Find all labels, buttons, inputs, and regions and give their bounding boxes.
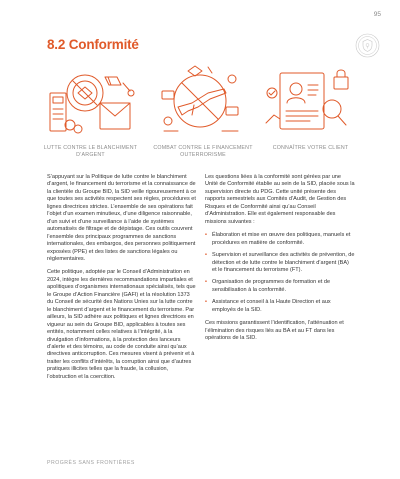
list-item: [205, 232, 355, 247]
anti-money-laundering-icon: [38, 63, 143, 143]
list-item: [205, 279, 355, 294]
section-title: [47, 37, 139, 52]
counter-terrorism-financing-icon: [148, 63, 253, 143]
list-item-text: Élaboration et mise en œuvre des politiques, manuels et procédures en matière de conformité.: [212, 232, 351, 246]
bullet-marker: •: [205, 279, 207, 286]
know-your-customer-illustration: [258, 63, 363, 143]
section-number: 8.2: [47, 37, 66, 52]
paragraph-policy-overview: S’appuyant sur la Politique de lutte contre le blanchiment d’argent, le financement du terrorisme et la connaissance de la clientèle du Groupe BID, la SID veille rigoureusement à ce que toutes ses activités respectent ses règles, procédures et lignes directrices strictes. L’ensemble de ses opérations fait l’objet d’un examen minutieux, d’une diligence raisonnable, d’un suivi et d’une surveillance à l’aide de systèmes automatisés de filtrage et de dépistage. Ces outils couvrent l’ensemble des principaux programmes de sanctions internationales, des embargos, des personnes politiquement exposées (PPE) et des listes de sanctions légales ou réglementaires.: [47, 174, 197, 262]
page-number: 95: [373, 11, 381, 18]
caption-counter-terrorism-financing: COMBAT CONTRE LE FINANCEMENT OUTERRORISME: [153, 145, 253, 158]
caption-anti-money-laundering: LUTTE CONTRE LE BLANCHIMENT D’ARGENT: [43, 145, 138, 158]
bullet-marker: •: [205, 252, 207, 259]
paragraph-compliance-unit: Les questions liées à la conformité sont gérées par une Unité de Conformité établie au sein de la SID, placée sous la supervision directe du PDG. Cette unité présente des rapports semestriels aux Comités d’Audit, de Gestion des Risques et de Conformité ainsi qu’au Conseil d’Administration. Elle est également responsable des missions suivantes :: [205, 174, 355, 225]
bullet-marker: •: [205, 232, 207, 239]
counter-terrorism-financing-illustration: [148, 63, 253, 143]
list-item-text: Assistance et conseil à la Haute Direction et aux employés de la SID.: [212, 299, 331, 313]
list-item: [205, 252, 355, 274]
left-column: [47, 174, 197, 387]
footer-text: PROGRÈS SANS FRONTIÈRES: [47, 460, 135, 466]
section-name: Conformité: [68, 37, 139, 52]
bullet-marker: •: [205, 299, 207, 306]
list-item-text: Organisation de programmes de formation et de sensibilisation à la conformité.: [212, 279, 331, 293]
caption-know-your-customer: CONNAÎTRE VOTRE CLIENT: [272, 145, 349, 151]
mission-list: [205, 232, 355, 314]
know-your-customer-icon: [258, 63, 363, 143]
paragraph-closing: Ces missions garantissent l’identification, l’atténuation et l’élimination des risques liés au BA et au FT dans les opérations de la SID.: [205, 320, 344, 342]
paragraph-policy-adoption: Cette politique, adoptée par le Conseil d’Administration en 2024, intègre les dernières recommandations impartiales et apolitiques d’organismes internationaux spécialisés, tels que le Groupe d’Action Financière (GAFI) et la résolution 1373 du Conseil de sécurité des Nations Unies sur la lutte contre le blanchiment d’argent et le financement du terrorisme. Par ailleurs, la SID adhère aux politiques et lignes directrices en vigueur au sein du Groupe BID, applicables à toutes ses entités, notamment celles relatives à l’intégrité, à la divulgation d’informations, à la protection des lanceurs d’alerte et des témoins, au code de conduite ainsi qu’aux directives anticorruption. Ces mesures visent à prévenir et à traiter les conflits d’intérêts, la corruption ainsi que d’autres pratiques illicites telles que la fraude, la collusion, l’obstruction et la coercition.: [47, 269, 196, 380]
list-item: [205, 299, 355, 314]
right-column: [205, 174, 355, 349]
list-item-text: Supervision et surveillance des activités de prévention, de détection et de lutte contre le blanchiment d’argent (BA) et le financement du terrorisme (FT).: [212, 252, 355, 273]
anti-money-laundering-illustration: [38, 63, 143, 143]
compliance-seal-icon: [355, 33, 380, 58]
